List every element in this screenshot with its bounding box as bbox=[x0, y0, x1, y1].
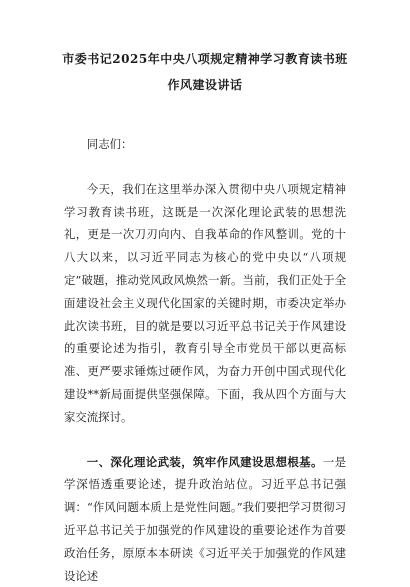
document-title: 市委书记2025年中央八项规定精神学习教育读书班作风建设讲话 bbox=[62, 52, 348, 92]
opening-paragraph: 今天，我们在这里举办深入贯彻中央八项规定精神学习教育读书班，这既是一次深化理论武装的思想洗礼，更是一次刀刃向内、自我革命的作风整训。党的十八大以来，以习近平同志为核心的党中央以“八项规定”破题，推动党风政风焕然一新。当前，我们正处于全面建设社会主义现代化国家的关键时期，市委决定举办此次读书班，目的就是要以习近平总书记关于作风建设的重要论述为指引，教育引导全市党员干部以更高标准、更严要求锤炼过硬作风，为奋力开创中国式现代化建设**新局面提供坚强保障。下面，我从四个方面与大家交流探讨。 bbox=[64, 181, 346, 424]
salutation: 同志们： bbox=[86, 137, 133, 151]
section-1-heading: 一、深化理论武装，筑牢作风建设思想根基。 bbox=[86, 454, 323, 469]
document-body bbox=[64, 133, 346, 587]
section-1-text: 一是学深悟透重要论述，提升政治站位。习近平总书记强调：“作风问题本质上是党性问题。”我们要把学习贯彻习近平总书记关于加强党的作风建设的重要论述作为首要政治任务，原原本本研读《习近平关于加强党的作风建设论述 bbox=[64, 454, 346, 583]
section-1-paragraph bbox=[64, 451, 346, 587]
